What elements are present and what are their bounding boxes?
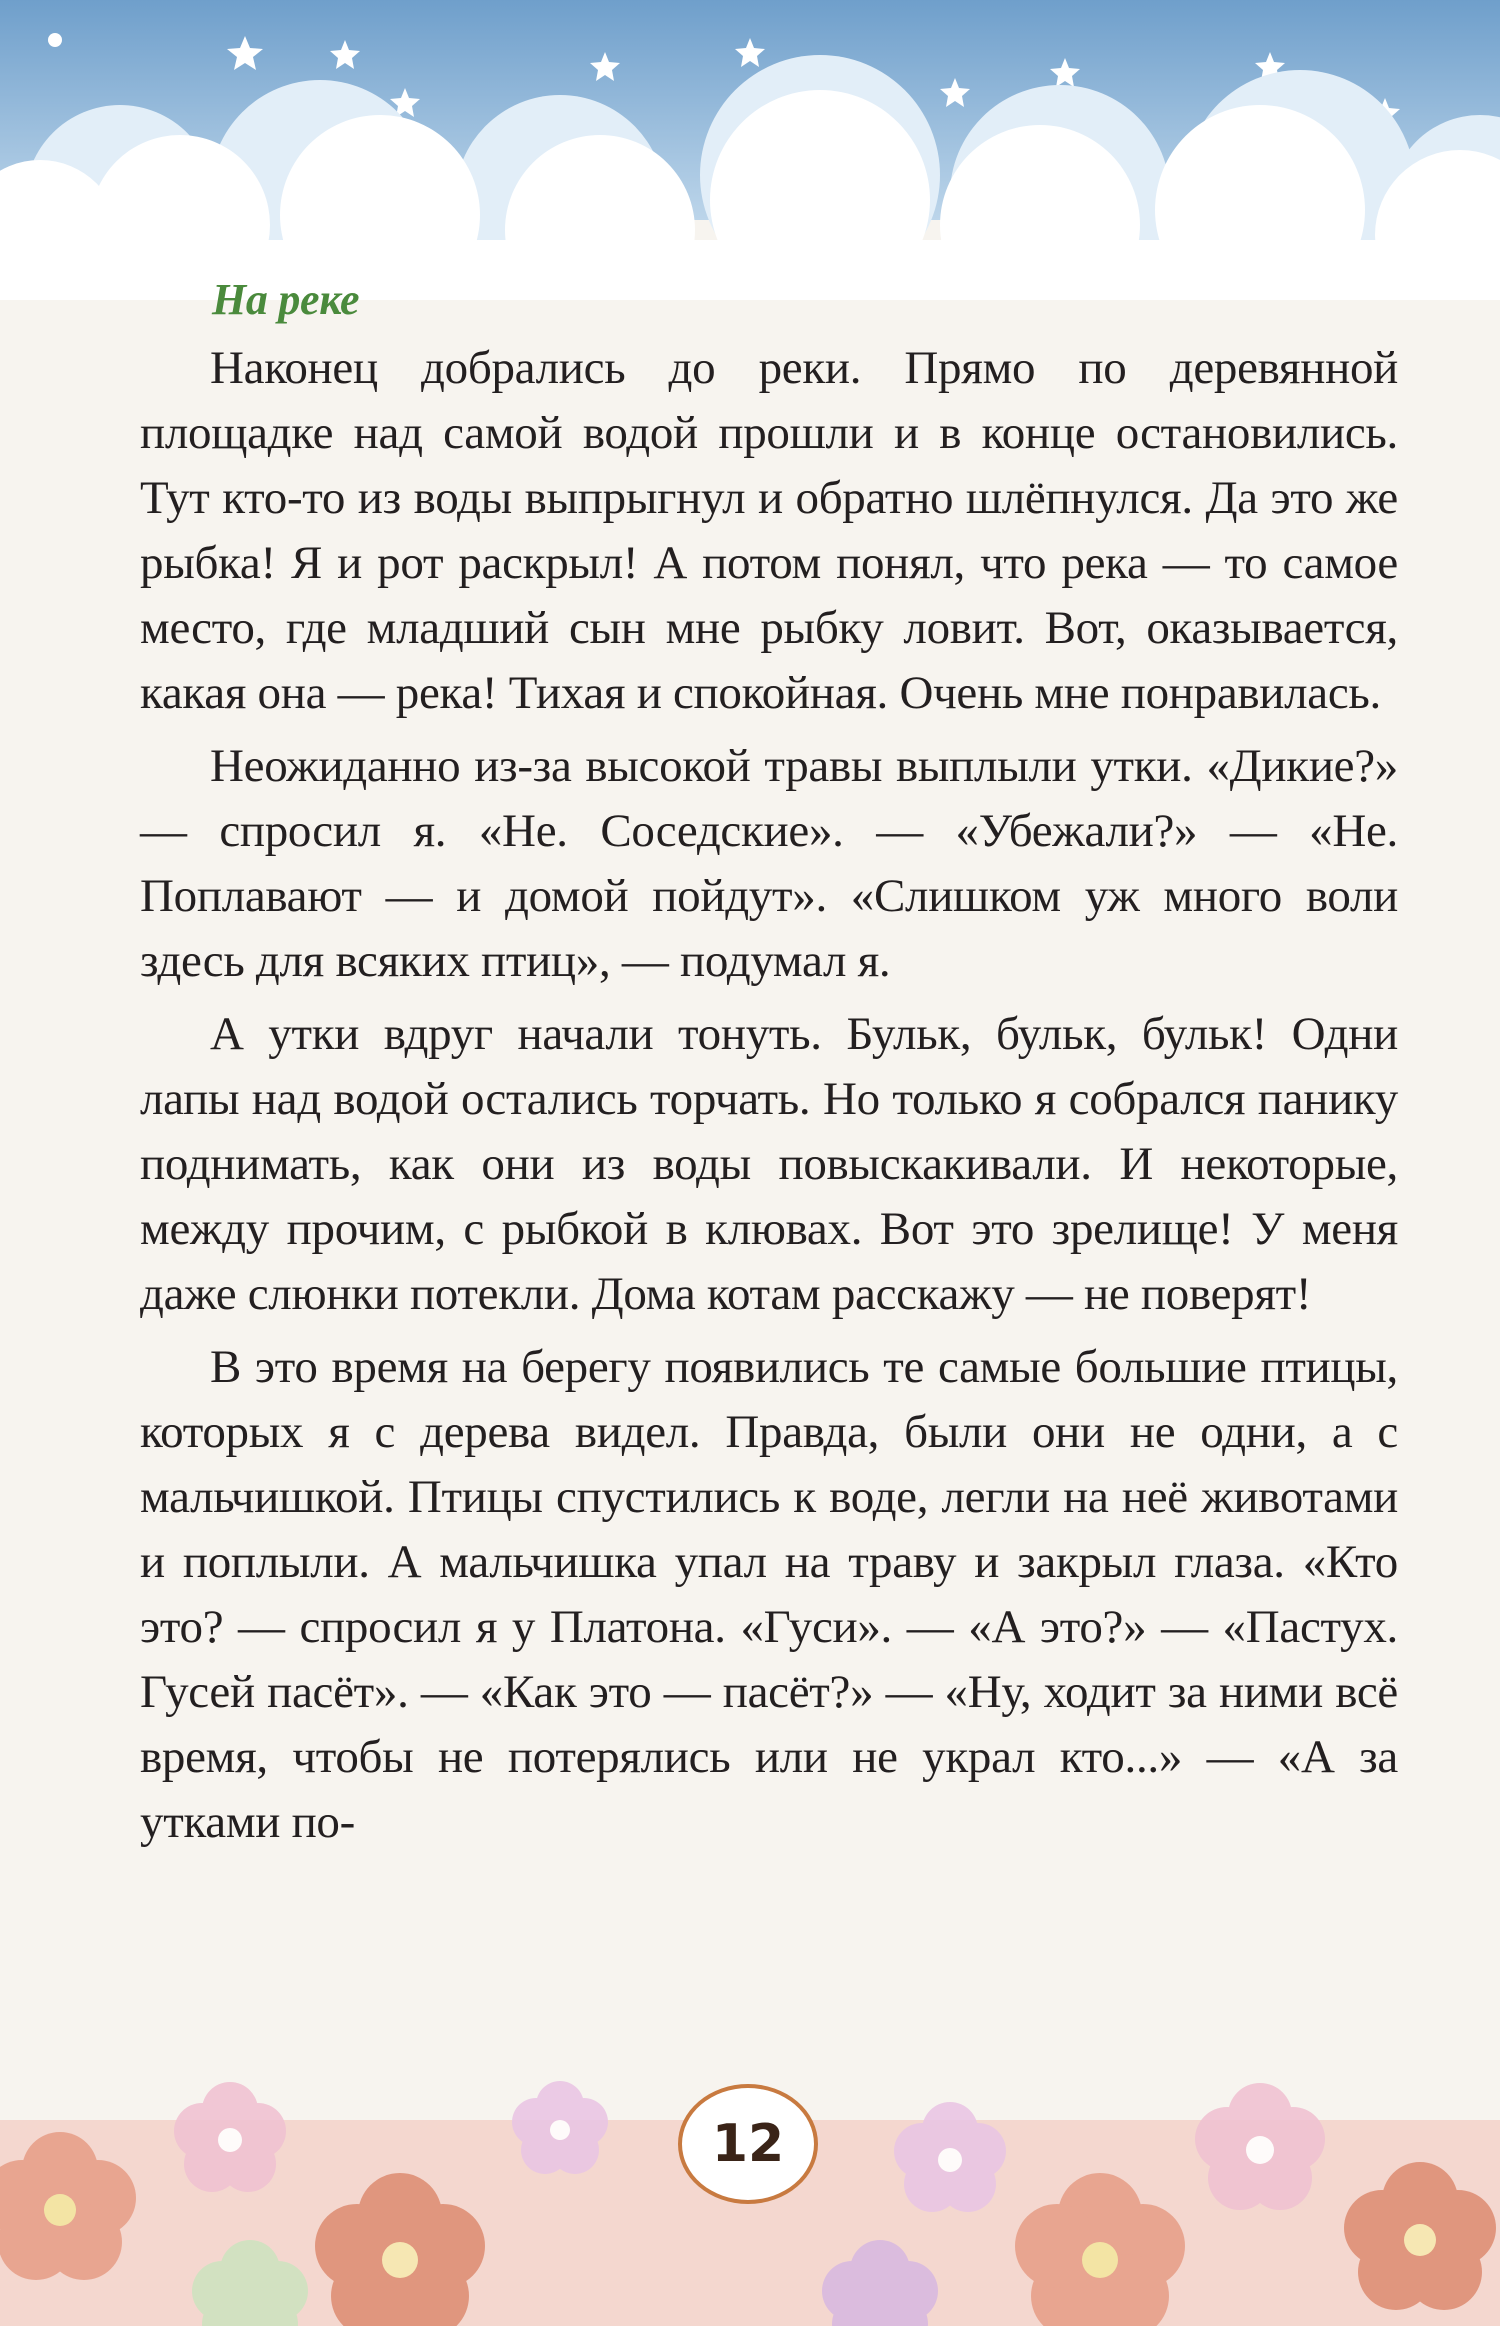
story-text <box>140 270 1398 1863</box>
paragraph-1: Наконец добрались до реки. Прямо по деревянной площадке над самой водой прошли и в конце остановились. Тут кто-то из воды выпрыгнул и обратно шлёпнулся. Да это же рыбка! Я и рот раскрыл! А потом понял, что река — то самое место, где младший сын мне рыбку ловит. Вот, оказывается, какая она — река! Тихая и спокойная. Очень мне понравилась. <box>140 342 1398 719</box>
paragraph-3: А утки вдруг начали тонуть. Бульк, бульк, бульк! Одни лапы над водой остались торчать. Но только я собрался панику поднимать, как они из воды повыскакивали. И некоторые, между прочим, с рыбкой в клювах. Вот это зрелище! У меня даже слюнки потекли. Дома котам расскажу — не поверят! <box>140 1008 1398 1320</box>
paragraph-2: Неожиданно из-за высокой травы выплыли утки. «Дикие?» — спросил я. «Не. Соседские». — «Убежали?» — «Не. Поплавают — и домой пойдут». «Слишком уж много воли здесь для всяких птиц», — подумал я. <box>140 740 1398 987</box>
paragraph-4: В это время на берегу появились те самые большие птицы, которых я с дерева видел. Правда, были они не одни, а с мальчишкой. Птицы спустились к воде, легли на неё животами и поплыли. А мальчишка упал на траву и закрыл глаза. «Кто это? — спросил я у Платона. «Гуси». — «А это?» — «Пастух. Гусей пасёт». — «Как это — пасёт?» — «Ну, ходит за ними всё время, чтобы не потерялись или не украл кто...» — «А за утками по- <box>140 1341 1398 1848</box>
chapter-heading: На реке <box>212 275 360 324</box>
night-sky-clouds-banner <box>0 0 1500 300</box>
page-number: 12 <box>678 2084 818 2204</box>
